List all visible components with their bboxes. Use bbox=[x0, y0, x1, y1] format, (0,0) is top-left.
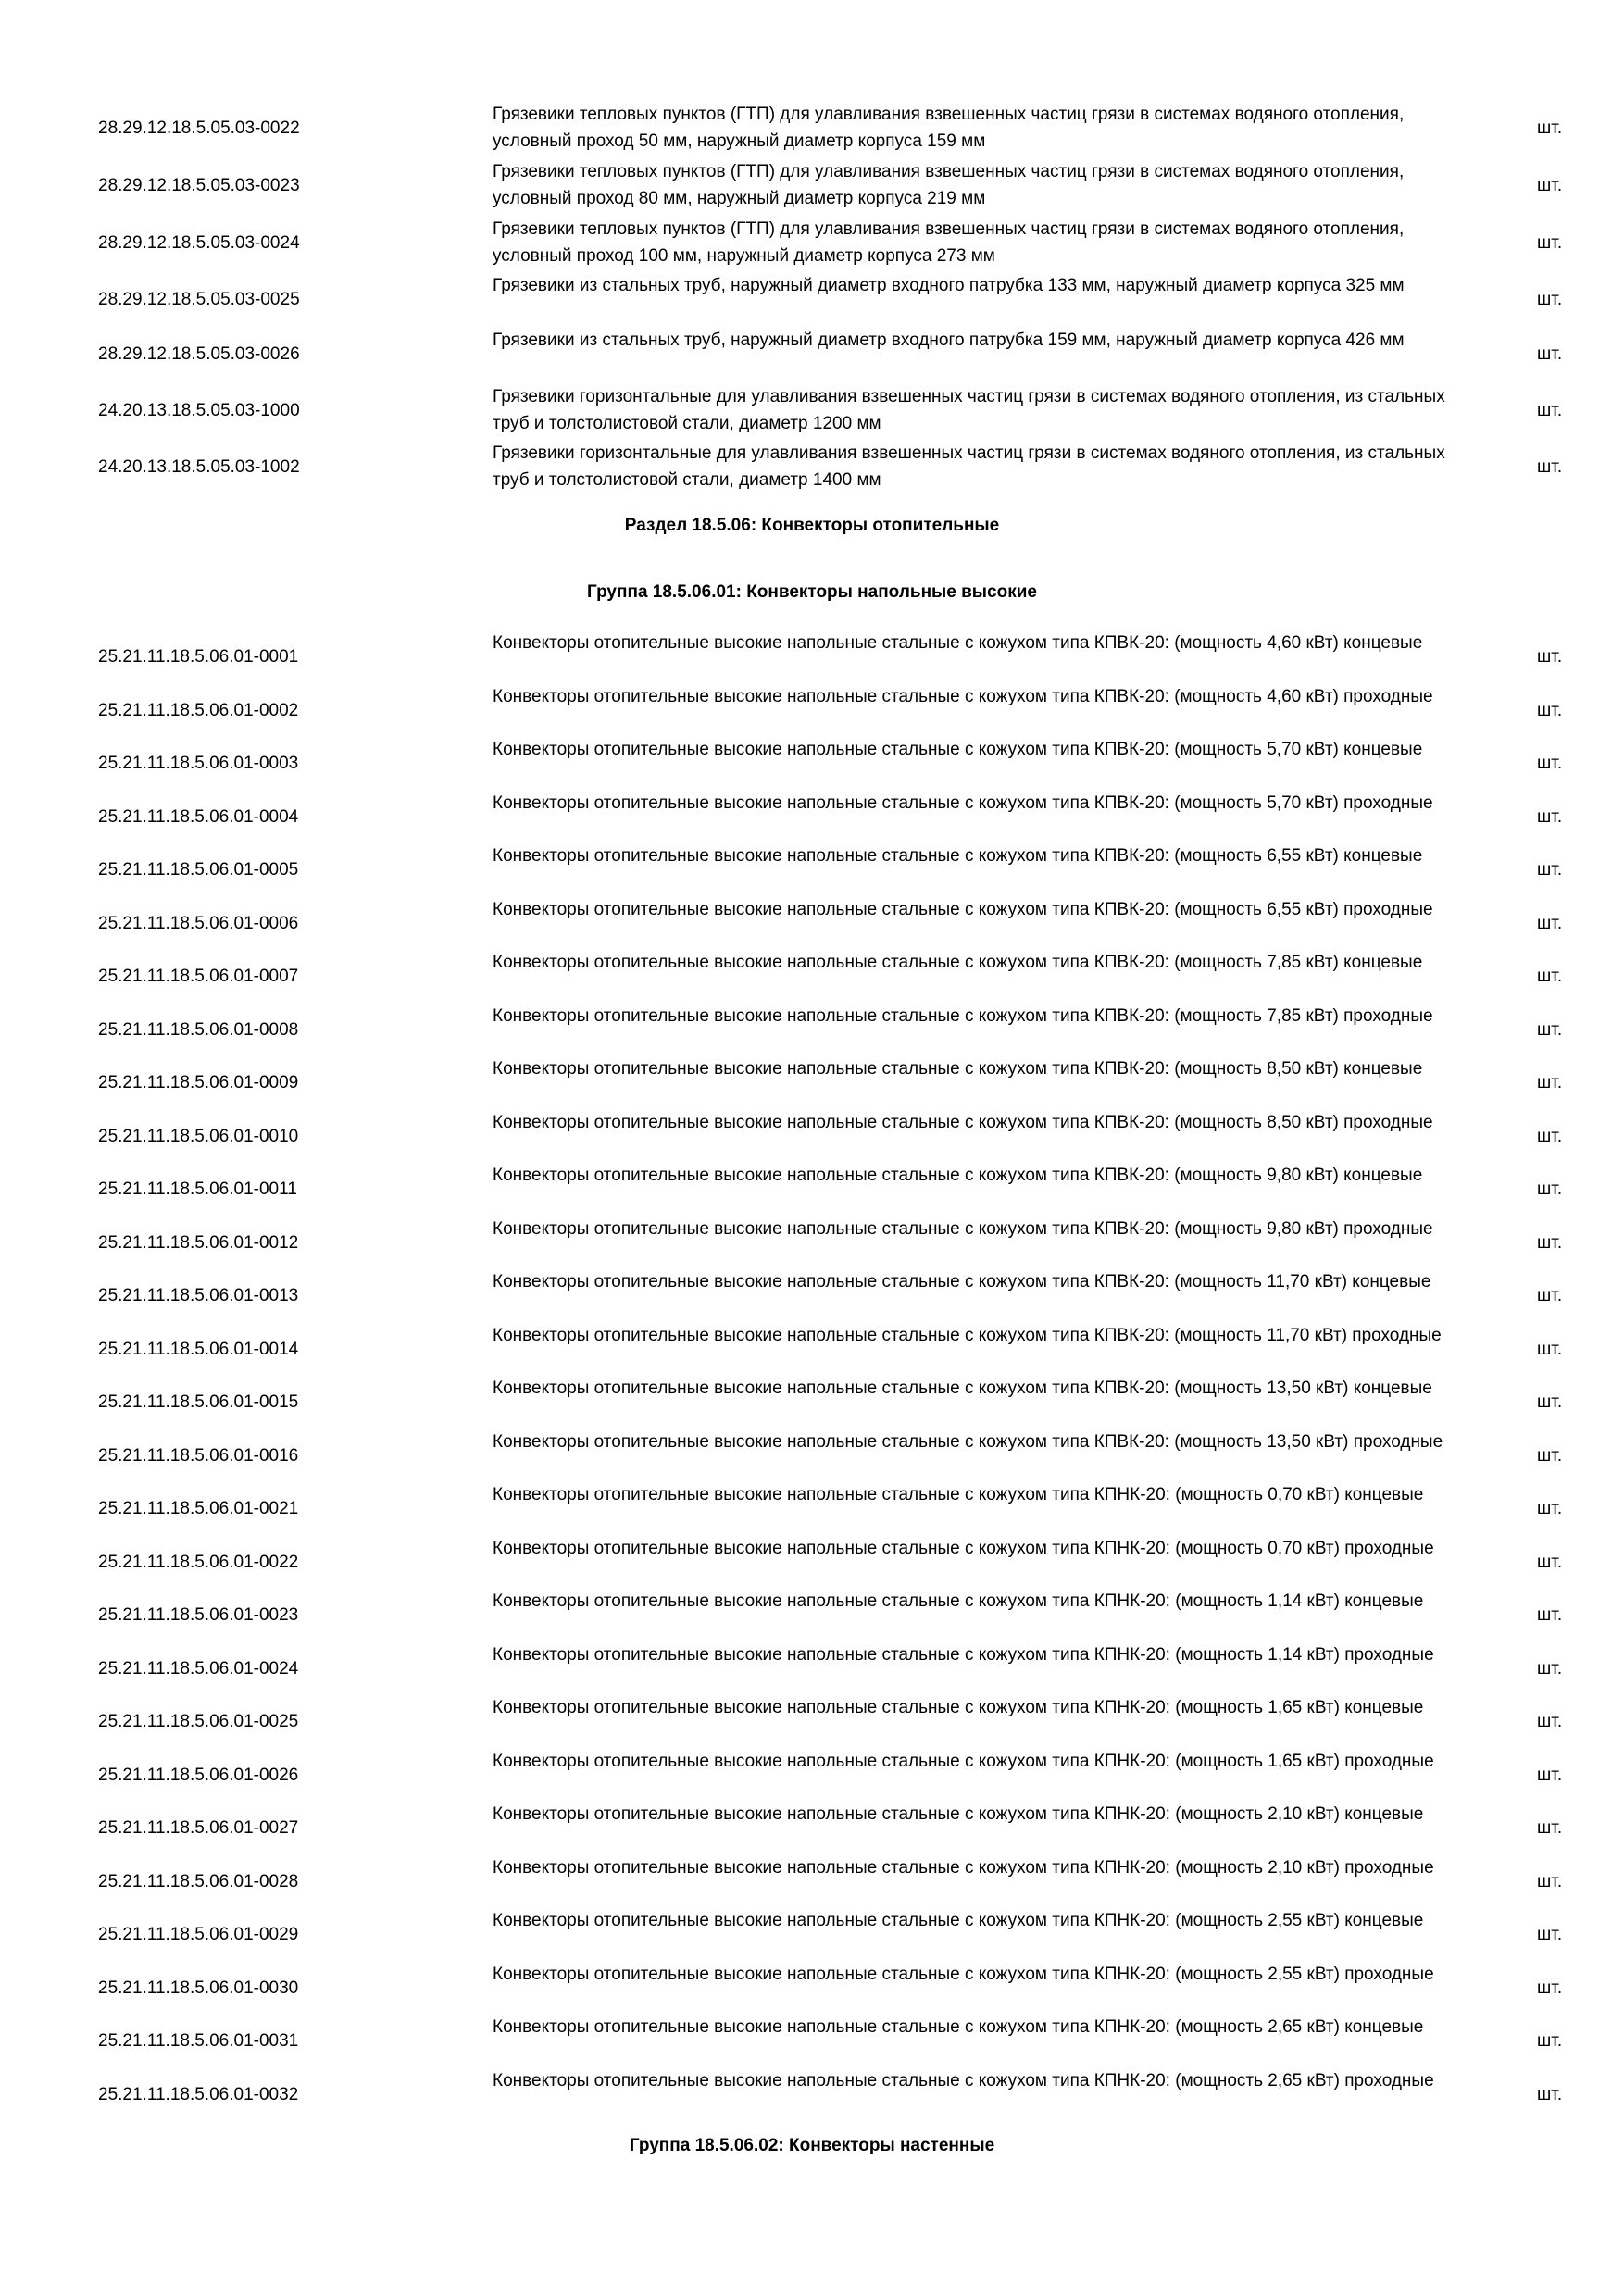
item-code: 28.29.12.18.5.05.03-0024 bbox=[98, 233, 300, 253]
item-description: Конвекторы отопительные высокие напольные стальные с кожухом типа КПНК-20: (мощность 1,14 кВт) концевые bbox=[493, 1591, 1424, 1611]
item-description: Конвекторы отопительные высокие напольные стальные с кожухом типа КПВК-20: (мощность 9,80 кВт) проходные bbox=[493, 1218, 1433, 1239]
item-description: Конвекторы отопительные высокие напольные стальные с кожухом типа КПНК-20: (мощность 1,14 кВт) проходные bbox=[493, 1644, 1434, 1665]
item-description: Грязевики горизонтальные для улавливания взвешенных частиц грязи в системах водяного отопления, из стальных труб и толстолистовой стали, диаметр 1400 мм bbox=[493, 443, 1445, 490]
item-code: 25.21.11.18.5.06.01-0023 bbox=[98, 1605, 299, 1625]
item-code: 25.21.11.18.5.06.01-0032 bbox=[98, 2084, 299, 2104]
item-description: Конвекторы отопительные высокие напольные стальные с кожухом типа КПНК-20: (мощность 2,10 кВт) проходные bbox=[493, 1857, 1434, 1878]
item-code: 25.21.11.18.5.06.01-0025 bbox=[98, 1712, 299, 1731]
item-unit: шт. bbox=[1537, 806, 1563, 827]
item-unit: шт. bbox=[1537, 860, 1563, 880]
item-description: Грязевики из стальных труб, наружный диаметр входного патрубка 133 мм, наружный диаметр корпуса 325 мм bbox=[493, 276, 1405, 295]
item-description: Конвекторы отопительные высокие напольные стальные с кожухом типа КПВК-20: (мощность 8,50 кВт) проходные bbox=[493, 1112, 1433, 1132]
item-code: 25.21.11.18.5.06.01-0015 bbox=[98, 1392, 299, 1412]
item-description: Грязевики тепловых пунктов (ГТП) для улавливания взвешенных частиц грязи в системах водяного отопления, условный проход 100 мм, наружный диаметр корпуса 273 мм bbox=[493, 219, 1405, 266]
item-code: 28.29.12.18.5.05.03-0025 bbox=[98, 290, 300, 309]
item-code: 25.21.11.18.5.06.01-0007 bbox=[98, 967, 299, 986]
item-code: 25.21.11.18.5.06.01-0014 bbox=[98, 1339, 299, 1359]
section-heading: Раздел 18.5.06: Конвекторы отопительные bbox=[624, 516, 1000, 535]
item-description: Конвекторы отопительные высокие напольные стальные с кожухом типа КПВК-20: (мощность 5,70 кВт) проходные bbox=[493, 792, 1433, 813]
item-code: 25.21.11.18.5.06.01-0012 bbox=[98, 1232, 299, 1253]
item-unit: шт. bbox=[1537, 647, 1563, 667]
item-unit: шт. bbox=[1537, 1126, 1563, 1146]
item-unit: шт. bbox=[1537, 401, 1563, 420]
item-unit: шт. bbox=[1537, 700, 1563, 720]
item-unit: шт. bbox=[1537, 1445, 1563, 1466]
item-code: 25.21.11.18.5.06.01-0022 bbox=[98, 1552, 299, 1572]
item-unit: шт. bbox=[1537, 1232, 1563, 1253]
item-description: Конвекторы отопительные высокие напольные стальные с кожухом типа КПВК-20: (мощность 4,60 кВт) проходные bbox=[493, 686, 1433, 706]
item-code: 25.21.11.18.5.06.01-0029 bbox=[98, 1925, 299, 1944]
item-code: 25.21.11.18.5.06.01-0028 bbox=[98, 1871, 299, 1891]
item-unit: шт. bbox=[1537, 1179, 1563, 1199]
item-unit: шт. bbox=[1537, 967, 1563, 986]
item-unit: шт. bbox=[1537, 754, 1563, 773]
item-description: Грязевики из стальных труб, наружный диаметр входного патрубка 159 мм, наружный диаметр корпуса 426 мм bbox=[493, 331, 1405, 350]
item-description: Конвекторы отопительные высокие напольные стальные с кожухом типа КПВК-20: (мощность 7,85 кВт) проходные bbox=[493, 1005, 1433, 1026]
item-description: Конвекторы отопительные высокие напольные стальные с кожухом типа КПНК-20: (мощность 1,65 кВт) концевые bbox=[493, 1698, 1424, 1717]
item-unit: шт. bbox=[1537, 1605, 1563, 1625]
item-code: 25.21.11.18.5.06.01-0008 bbox=[98, 1019, 299, 1040]
item-unit: шт. bbox=[1537, 1499, 1563, 1518]
item-description: Конвекторы отопительные высокие напольные стальные с кожухом типа КПНК-20: (мощность 0,70 кВт) концевые bbox=[493, 1485, 1424, 1504]
item-code: 24.20.13.18.5.05.03-1002 bbox=[98, 457, 300, 477]
item-unit: шт. bbox=[1537, 2031, 1563, 2051]
item-unit: шт. bbox=[1537, 233, 1563, 253]
item-description: Конвекторы отопительные высокие напольные стальные с кожухом типа КПВК-20: (мощность 5,70 кВт) концевые bbox=[493, 740, 1423, 759]
item-code: 25.21.11.18.5.06.01-0002 bbox=[98, 700, 299, 720]
item-unit: шт. bbox=[1537, 176, 1563, 195]
item-unit: шт. bbox=[1537, 1019, 1563, 1040]
item-description: Конвекторы отопительные высокие напольные стальные с кожухом типа КПВК-20: (мощность 13,50 кВт) проходные bbox=[493, 1431, 1443, 1452]
item-description: Конвекторы отопительные высокие напольные стальные с кожухом типа КПНК-20: (мощность 1,65 кВт) проходные bbox=[493, 1751, 1434, 1771]
item-unit: шт. bbox=[1537, 1978, 1563, 1998]
item-description: Конвекторы отопительные высокие напольные стальные с кожухом типа КПВК-20: (мощность 6,55 кВт) концевые bbox=[493, 846, 1423, 866]
item-description: Конвекторы отопительные высокие напольные стальные с кожухом типа КПВК-20: (мощность 11,70 кВт) проходные bbox=[493, 1325, 1442, 1345]
item-description: Конвекторы отопительные высокие напольные стальные с кожухом типа КПНК-20: (мощность 2,65 кВт) проходные bbox=[493, 2070, 1434, 2090]
item-code: 25.21.11.18.5.06.01-0016 bbox=[98, 1445, 299, 1466]
item-description: Конвекторы отопительные высокие напольные стальные с кожухом типа КПНК-20: (мощность 2,10 кВт) концевые bbox=[493, 1804, 1424, 1824]
item-unit: шт. bbox=[1537, 1712, 1563, 1731]
item-code: 25.21.11.18.5.06.01-0010 bbox=[98, 1126, 299, 1146]
item-code: 25.21.11.18.5.06.01-0027 bbox=[98, 1818, 299, 1838]
item-unit: шт. bbox=[1537, 1925, 1563, 1944]
item-description: Конвекторы отопительные высокие напольные стальные с кожухом типа КПВК-20: (мощность 6,55 кВт) проходные bbox=[493, 899, 1433, 919]
item-description: Конвекторы отопительные высокие напольные стальные с кожухом типа КПНК-20: (мощность 2,65 кВт) концевые bbox=[493, 2017, 1424, 2037]
group-heading: Группа 18.5.06.02: Конвекторы настенные bbox=[629, 2136, 995, 2155]
item-description: Конвекторы отопительные высокие напольные стальные с кожухом типа КПНК-20: (мощность 0,70 кВт) проходные bbox=[493, 1538, 1434, 1558]
item-unit: шт. bbox=[1537, 1073, 1563, 1092]
item-unit: шт. bbox=[1537, 1818, 1563, 1838]
item-unit: шт. bbox=[1537, 1871, 1563, 1891]
item-description: Грязевики горизонтальные для улавливания взвешенных частиц грязи в системах водяного отопления, из стальных труб и толстолистовой стали, диаметр 1200 мм bbox=[493, 387, 1445, 433]
item-unit: шт. bbox=[1537, 1286, 1563, 1305]
item-code: 25.21.11.18.5.06.01-0011 bbox=[98, 1179, 297, 1199]
item-code: 25.21.11.18.5.06.01-0021 bbox=[98, 1499, 299, 1518]
item-description: Конвекторы отопительные высокие напольные стальные с кожухом типа КПВК-20: (мощность 7,85 кВт) концевые bbox=[493, 953, 1423, 972]
item-description: Конвекторы отопительные высокие напольные стальные с кожухом типа КПВК-20: (мощность 9,80 кВт) концевые bbox=[493, 1166, 1423, 1185]
item-unit: шт. bbox=[1537, 344, 1563, 364]
item-unit: шт. bbox=[1537, 290, 1563, 309]
item-description: Конвекторы отопительные высокие напольные стальные с кожухом типа КПВК-20: (мощность 13,50 кВт) концевые bbox=[493, 1379, 1432, 1398]
item-code: 25.21.11.18.5.06.01-0004 bbox=[98, 806, 299, 827]
item-description: Грязевики тепловых пунктов (ГТП) для улавливания взвешенных частиц грязи в системах водяного отопления, условный проход 50 мм, наружный диаметр корпуса 159 мм bbox=[493, 105, 1405, 151]
item-code: 25.21.11.18.5.06.01-0003 bbox=[98, 754, 299, 773]
item-code: 28.29.12.18.5.05.03-0026 bbox=[98, 344, 300, 364]
item-code: 25.21.11.18.5.06.01-0030 bbox=[98, 1978, 299, 1998]
item-unit: шт. bbox=[1537, 457, 1563, 477]
item-code: 25.21.11.18.5.06.01-0006 bbox=[98, 913, 299, 933]
item-unit: шт. bbox=[1537, 2084, 1563, 2104]
item-code: 25.21.11.18.5.06.01-0013 bbox=[98, 1286, 299, 1305]
item-code: 25.21.11.18.5.06.01-0005 bbox=[98, 860, 299, 880]
item-code: 25.21.11.18.5.06.01-0026 bbox=[98, 1765, 299, 1785]
item-code: 25.21.11.18.5.06.01-0001 bbox=[98, 647, 299, 667]
item-unit: шт. bbox=[1537, 119, 1563, 138]
item-description: Конвекторы отопительные высокие напольные стальные с кожухом типа КПВК-20: (мощность 11,70 кВт) концевые bbox=[493, 1272, 1431, 1292]
item-code: 25.21.11.18.5.06.01-0009 bbox=[98, 1073, 299, 1092]
group-heading: Группа 18.5.06.01: Конвекторы напольные высокие bbox=[587, 582, 1037, 602]
item-unit: шт. bbox=[1537, 1339, 1563, 1359]
item-code: 24.20.13.18.5.05.03-1000 bbox=[98, 401, 300, 420]
item-description: Конвекторы отопительные высокие напольные стальные с кожухом типа КПНК-20: (мощность 2,55 кВт) проходные bbox=[493, 1964, 1434, 1984]
item-description: Конвекторы отопительные высокие напольные стальные с кожухом типа КПВК-20: (мощность 8,50 кВт) концевые bbox=[493, 1059, 1423, 1079]
item-description: Конвекторы отопительные высокие напольные стальные с кожухом типа КПВК-20: (мощность 4,60 кВт) концевые bbox=[493, 633, 1423, 653]
item-unit: шт. bbox=[1537, 1392, 1563, 1412]
item-unit: шт. bbox=[1537, 1552, 1563, 1572]
item-description: Грязевики тепловых пунктов (ГТП) для улавливания взвешенных частиц грязи в системах водяного отопления, условный проход 80 мм, наружный диаметр корпуса 219 мм bbox=[493, 162, 1405, 208]
item-code: 28.29.12.18.5.05.03-0023 bbox=[98, 176, 300, 195]
item-code: 28.29.12.18.5.05.03-0022 bbox=[98, 119, 300, 138]
item-code: 25.21.11.18.5.06.01-0024 bbox=[98, 1658, 299, 1678]
item-unit: шт. bbox=[1537, 1658, 1563, 1678]
item-unit: шт. bbox=[1537, 913, 1563, 933]
item-description: Конвекторы отопительные высокие напольные стальные с кожухом типа КПНК-20: (мощность 2,55 кВт) концевые bbox=[493, 1911, 1424, 1930]
item-code: 25.21.11.18.5.06.01-0031 bbox=[98, 2031, 299, 2051]
item-unit: шт. bbox=[1537, 1765, 1563, 1785]
